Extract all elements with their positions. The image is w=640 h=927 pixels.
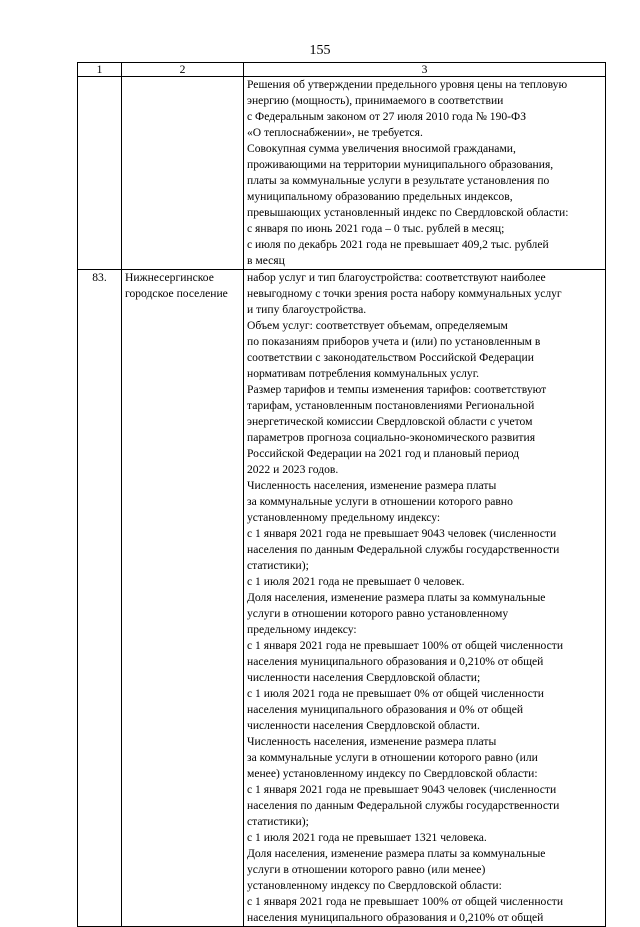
text-line: с 1 января 2021 года не превышает 100% от общей численности [247, 639, 564, 652]
text-line: численности населения Свердловской области. [247, 719, 480, 732]
text-line: Размер тарифов и темпы изменения тарифов: соответствуют [247, 383, 547, 396]
text-line: услуги в отношении которого равно (или менее) [247, 863, 486, 876]
text-line: муниципальному образованию предельных индексов, [247, 190, 513, 203]
text-line: с января по июнь 2021 года – 0 тыс. рублей в месяц; [247, 222, 505, 235]
text-line: с 1 января 2021 года не превышает 100% от общей численности [247, 895, 564, 908]
data-table [77, 62, 606, 927]
text-line: с 1 июля 2021 года не превышает 0% от общей численности [247, 687, 544, 700]
text-line: превышающих установленный индекс по Свердловской области: [247, 206, 569, 219]
text-line: населения муниципального образования и 0,210% от общей [247, 655, 544, 668]
text-line: Российской Федерации на 2021 год и плановый период [247, 447, 520, 460]
text-line: Нижнесергинское [125, 271, 214, 284]
row-number-cell [78, 77, 122, 270]
text-line: платы за коммунальные услуги в результате установления по [247, 174, 550, 187]
text-line: энергию (мощность), принимаемого в соответствии [247, 94, 504, 107]
text-line: соответствии с законодательством Российской Федерации [247, 351, 534, 364]
table-row-83 [78, 270, 606, 927]
text-line: статистики); [247, 815, 309, 828]
text-line: населения по данным Федеральной службы государственности [247, 799, 560, 812]
text-line: и типу благоустройства. [247, 303, 367, 316]
text-line: параметров прогноза социально-экономического развития [247, 431, 536, 444]
table-row-continued [78, 77, 606, 270]
text-line: энергетической комиссии Свердловской области с учетом [247, 415, 533, 428]
text-line: населения муниципального образования и 0% от общей [247, 703, 524, 716]
row-number-cell: 83. [78, 270, 122, 927]
text-line: «О теплоснабжении», не требуется. [247, 126, 423, 139]
text-line: услуги в отношении которого равно установленному [247, 607, 509, 620]
text-line: Доля населения, изменение размера платы за коммунальные [247, 591, 546, 604]
text-line: с 1 января 2021 года не превышает 9043 человек (численности [247, 527, 557, 540]
text-line: Доля населения, изменение размера платы за коммунальные [247, 847, 546, 860]
text-line: с 1 января 2021 года не превышает 9043 человек (численности [247, 783, 557, 796]
text-line: Решения об утверждении предельного уровня цены на тепловую [247, 78, 568, 91]
text-line: Объем услуг: соответствует объемам, определяемым [247, 319, 508, 332]
description-cell [244, 77, 606, 270]
text-line: Численность населения, изменение размера платы [247, 479, 497, 492]
text-line: с июля по декабрь 2021 года не превышает 409,2 тыс. рублей [247, 238, 549, 251]
text-line: с 1 июля 2021 года не превышает 1321 человека. [247, 831, 487, 844]
text-line: менее) установленному индексу по Свердловской области: [247, 767, 538, 780]
text-line: установленному предельному индексу: [247, 511, 441, 524]
text-line: проживающими на территории муниципального образования, [247, 158, 554, 171]
text-line: с 1 июля 2021 года не превышает 0 человек. [247, 575, 465, 588]
table-header-row [78, 63, 606, 77]
text-line: нормативам потребления коммунальных услуг. [247, 367, 480, 380]
text-line: населения муниципального образования и 0,210% от общей [247, 911, 544, 924]
text-line: за коммунальные услуги в отношении которого равно [247, 495, 513, 508]
text-line: невыгодному с точки зрения роста набору коммунальных услуг [247, 287, 562, 300]
page-number: 155 [309, 43, 331, 58]
text-line: с Федеральным законом от 27 июля 2010 года № 190-ФЗ [247, 110, 527, 123]
text-line: статистики); [247, 559, 309, 572]
municipality-cell [122, 270, 244, 927]
description-cell [244, 270, 606, 927]
text-line: установленному индексу по Свердловской области: [247, 879, 502, 892]
header-col-2: 2 [122, 63, 244, 77]
text-line: численности населения Свердловской области; [247, 671, 481, 684]
text-line: Совокупная сумма увеличения вносимой гражданами, [247, 142, 516, 155]
header-col-1: 1 [78, 63, 122, 77]
text-line: в месяц [247, 254, 285, 267]
text-line: по показаниям приборов учета и (или) по установленным в [247, 335, 541, 348]
text-line: Численность населения, изменение размера платы [247, 735, 497, 748]
text-line: за коммунальные услуги в отношении которого равно (или [247, 751, 538, 764]
text-line: 2022 и 2023 годов. [247, 463, 339, 476]
text-line: населения по данным Федеральной службы государственности [247, 543, 560, 556]
text-line: набор услуг и тип благоустройства: соответствуют наиболее [247, 271, 546, 284]
header-col-3: 3 [244, 63, 606, 77]
municipality-cell [122, 77, 244, 270]
text-line: тарифам, установленным постановлениями Региональной [247, 399, 535, 412]
text-line: предельному индексу: [247, 623, 357, 636]
text-line: городское поселение [125, 287, 228, 300]
